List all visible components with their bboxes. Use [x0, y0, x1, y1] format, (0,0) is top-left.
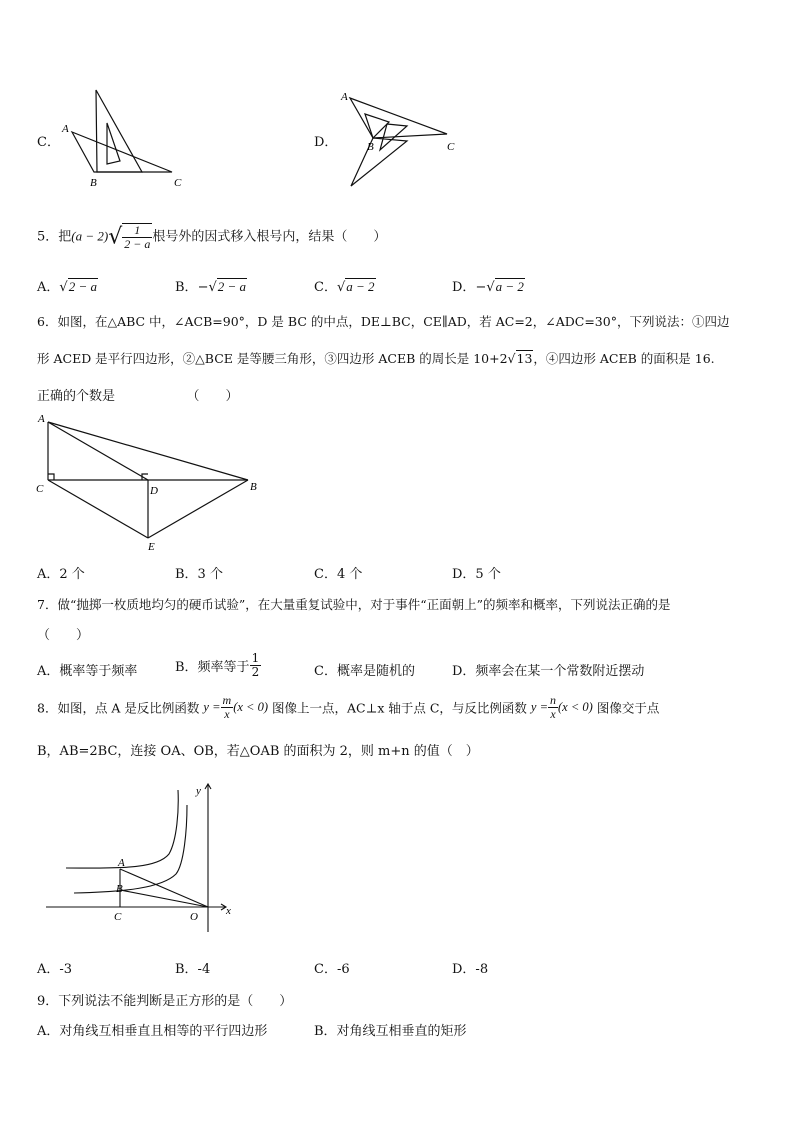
q6-option-b: B．3 个: [175, 567, 223, 582]
q6-option-c: C．4 个: [314, 567, 363, 582]
q7-stem-line1: 7．做“抛掷一枚质地均匀的硬币试验”，在大量重复试验中，对于事件“正面朝上”的频率和概率，下列说法正确的是: [37, 597, 671, 612]
q8-option-b: B．-4: [175, 962, 211, 977]
q6-stem-line2: 形 ACED 是平行四边形，②△BCE 是等腰三角形，③四边形 ACEB 的周长是 10+2√13，④四边形 ACEB 的面积是 16.: [37, 351, 715, 366]
q4-figure-d: [335, 86, 465, 190]
q9-option-b: B．对角线互相垂直的矩形: [314, 1024, 467, 1039]
q8-stem-line2: B，AB=2BC，连接 OA、OB，若△OAB 的面积为 2，则 m+n 的值（ ）: [37, 744, 479, 759]
q4-option-d-label: D．: [314, 135, 338, 150]
label-b: B: [367, 141, 374, 153]
label-b: B: [90, 177, 97, 189]
label-a: A: [62, 123, 69, 135]
q4-option-c-label: C．: [37, 135, 60, 150]
q4-figure-c: [60, 88, 195, 190]
label-x: x: [226, 905, 231, 917]
q6-stem-line3: 正确的个数是 （ ）: [37, 389, 239, 404]
label-e: E: [148, 541, 155, 553]
label-c: C: [114, 911, 122, 923]
q8-option-c: C．-6: [314, 962, 350, 977]
label-a: A: [118, 857, 125, 869]
q6-option-d: D．5 个: [452, 567, 501, 582]
label-b: B: [250, 481, 257, 493]
q5-option-d: D．−√a − 2: [452, 279, 524, 295]
q8-figure: [44, 780, 244, 940]
q5-stem: 5．把(a − 2)√ $\frac{1}{2 - a}$ 根号外的因式移入根号内，结果（ ）: [37, 223, 387, 251]
label-a: A: [341, 91, 348, 103]
label-a: A: [38, 413, 45, 425]
q5-option-b: B．−√2 − a: [175, 279, 247, 295]
q5-option-c: C．√a − 2: [314, 279, 375, 295]
label-o: O: [190, 911, 198, 923]
label-b: B: [116, 883, 123, 895]
q7-option-c: C．概率是随机的: [314, 664, 415, 679]
q8-option-a: A．-3: [37, 962, 73, 977]
q7-option-b: B．频率等于 $\frac{1}{2}$: [175, 651, 260, 679]
label-c: C: [447, 141, 455, 153]
q7-option-d: D．频率会在某一个常数附近摆动: [452, 664, 645, 679]
q9-stem: 9．下列说法不能判断是正方形的是（ ）: [37, 994, 293, 1009]
q7-stem-line2: （ ）: [37, 628, 90, 643]
q6-stem-line1: 6．如图，在△ABC 中，∠ACB=90°，D 是 BC 的中点，DE⊥BC，CE∥AD，若 AC=2，∠ADC=30°，下列说法：①四边: [37, 314, 730, 329]
q7-option-a: A．概率等于频率: [37, 664, 138, 679]
q9-option-a: A．对角线互相垂直且相等的平行四边形: [37, 1024, 268, 1039]
q8-stem-line1: 8．如图，点 A 是反比例函数 y = $\frac{m}{x}$ (x < 0) 图像上一点，AC⊥x 轴于点 C，与反比例函数 y = $\frac{n}{x}$ (x < 0) 图像交于点: [37, 693, 660, 721]
label-c: C: [36, 483, 44, 495]
q5-option-a: A．√2 − a: [37, 279, 97, 295]
q6-option-a: A．2 个: [37, 567, 85, 582]
q8-option-d: D．-8: [452, 962, 489, 977]
label-c: C: [174, 177, 182, 189]
q6-figure: [30, 410, 270, 555]
label-d: D: [150, 485, 158, 497]
label-y: y: [196, 785, 201, 797]
